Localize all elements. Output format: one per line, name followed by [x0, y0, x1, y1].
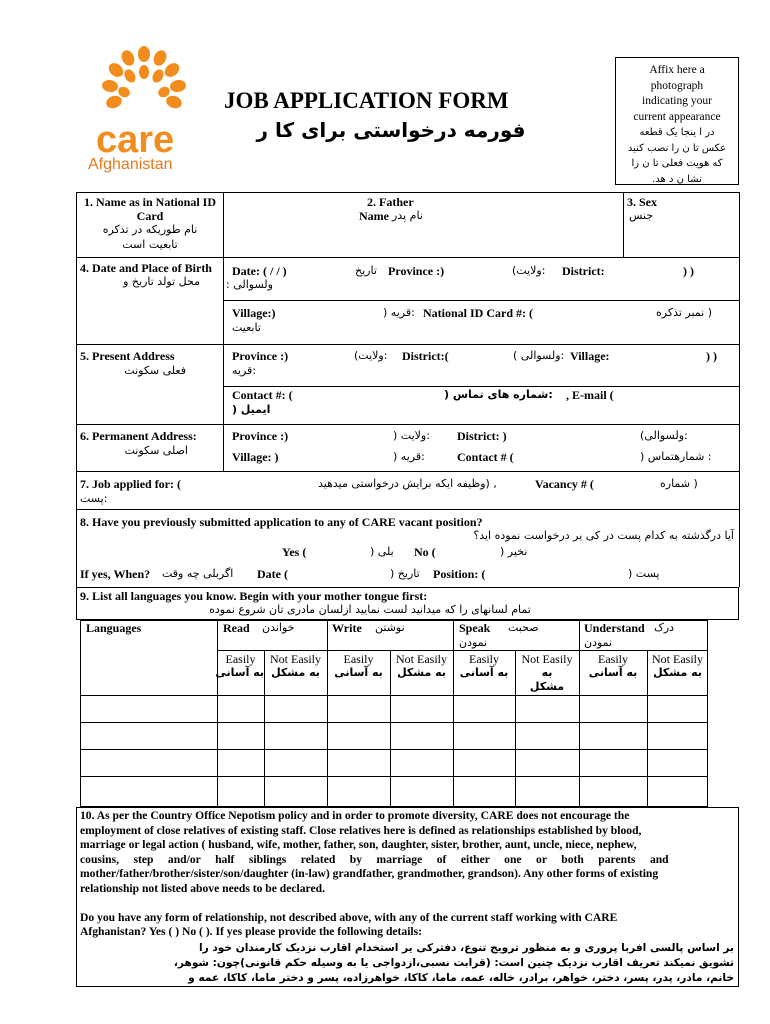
birth-district-end: ) )	[683, 264, 694, 278]
q10-question: Do you have any form of relationship, not described above, with any of the current staff working with CARE	[80, 910, 618, 924]
birth-date-fa: تاریخ	[355, 264, 377, 277]
perm-district-field[interactable]: District: )	[457, 429, 507, 443]
q3-label-fa: جنس	[629, 209, 654, 222]
col-languages: Languages	[86, 621, 142, 635]
perm-province-field[interactable]: Province :)	[232, 429, 289, 443]
q10-paragraph-fa: بر اساس پالسی افربا پروری و به منظور ترویج تنوع، دفترکی یر استخدام اقارب نزدیک کارمندان خود را	[198, 942, 734, 954]
q4-label: 4. Date and Place of Birth	[80, 261, 212, 275]
present-district-fa: ( ولسوالی:	[513, 349, 565, 362]
q1-label-fa: نام طوریکه در تذکره	[102, 223, 198, 236]
sub-easily: Easily	[225, 652, 256, 666]
q1-label-fa: تابعیت است	[122, 238, 178, 251]
perm-district-fa: (ولسوالی:	[640, 429, 688, 442]
col-speak: Speak	[459, 621, 491, 635]
col-understand: Understand	[584, 621, 645, 635]
birth-village-fa: ) قریه:	[383, 306, 415, 319]
q5-label-fa: فعلی سکونت	[124, 364, 186, 377]
q4-label-fa: محل تولد تاریخ و	[123, 275, 200, 288]
photo-text: photograph	[650, 79, 704, 92]
col-write-fa: نوشتن	[375, 621, 405, 634]
present-village-field[interactable]: Village:	[570, 349, 610, 363]
birth-province-field[interactable]: Province :)	[388, 264, 445, 278]
photo-text: در ا ینجا یک قطعه	[639, 127, 715, 138]
q8-if-yes-fa: اگربلی چه وقت	[162, 567, 234, 580]
q5-label: 5. Present Address	[80, 349, 175, 363]
sub-not-easily: Not Easily	[396, 652, 447, 666]
present-province-field[interactable]: Province :)	[232, 349, 289, 363]
national-id-fa2: تابعیت	[232, 321, 261, 334]
q9-title-fa: تمام لسانهای را که میدانید لست نمایید ازلسان مادری تان شروع نموده	[209, 603, 531, 616]
vacancy-field[interactable]: Vacancy # (	[535, 477, 594, 491]
birth-village-field[interactable]: Village:)	[232, 306, 276, 320]
sub-easily: Easily	[469, 652, 499, 666]
q8-yes-fa: ) بلی	[370, 545, 394, 558]
q2-label-fa: نام پدر	[392, 209, 423, 222]
q8-position-fa: ) پست	[628, 567, 660, 580]
q2-label: Name	[359, 209, 389, 223]
q10-paragraph: employment of close relatives of existing staff. Close relatives here is defined as relationships established by blood,	[80, 823, 642, 837]
q2-label: 2. Father	[367, 195, 414, 209]
perm-village-field[interactable]: Village: )	[232, 450, 279, 464]
q8-question: 8. Have you previously submitted application to any of CARE vacant position?	[80, 515, 483, 529]
present-end: ) )	[706, 349, 717, 363]
q10-paragraph: 10. As per the Country Office Nepotism policy and in order to promote diversity, CARE does not encourage the	[80, 809, 630, 822]
sub-not-easily: Not Easily	[270, 652, 321, 666]
col-understand-fa2: نمودن	[584, 636, 613, 649]
q7-label: 7. Job applied for: (	[80, 477, 182, 491]
job-applied-fa: وظیفه ایکه برایش درخواستی میدهید) ,	[318, 477, 497, 490]
photo-text: که هویت فعلی تا ن را	[631, 158, 723, 169]
photo-box[interactable]	[615, 57, 739, 185]
q8-if-yes: If yes, When?	[80, 567, 151, 581]
care-logo	[88, 46, 198, 176]
q1-label: Card	[136, 209, 164, 223]
care-hands-icon	[94, 46, 194, 126]
q10-paragraph: relationship not listed above needs to be declared.	[80, 881, 325, 895]
col-understand-fa: درک	[654, 621, 675, 634]
q8-yes-option[interactable]: Yes (	[282, 545, 307, 559]
perm-province-fa: ) ولایت:	[393, 429, 430, 442]
sub-easily-fa: به آسانی	[588, 666, 638, 679]
perm-contact-fa: ) شمارهتماس :	[640, 450, 712, 463]
sub-not-easily-fa: به مشکل	[653, 666, 702, 679]
q8-question-fa: آیا درگذشته به کدام پست در کی یر درخواست نموده اید؟	[473, 529, 734, 542]
birth-date-field[interactable]: Date: ( / / )	[232, 264, 287, 278]
photo-text: indicating your	[642, 95, 712, 107]
present-contact-field[interactable]: Contact #: (	[232, 388, 293, 402]
perm-village-fa: ) قریه:	[393, 450, 425, 463]
sub-not-easily: Not Easily	[521, 652, 573, 666]
q9-title: 9. List all languages you know. Begin with your mother tongue first:	[80, 589, 428, 603]
perm-contact-field[interactable]: Contact # (	[457, 450, 514, 464]
q8-no-option[interactable]: No (	[414, 545, 436, 559]
q8-position-field[interactable]: Position: (	[433, 567, 486, 581]
col-read: Read	[223, 621, 250, 635]
sub-not-easily: Not Easily	[652, 652, 703, 666]
sub-not-easily-fa: مشکل	[529, 680, 565, 693]
logo-country: Afghanistan	[88, 156, 173, 173]
present-village-fa: قریه:	[232, 364, 257, 377]
national-id-fa: نمبر تذکره )	[656, 306, 713, 319]
form-title: JOB APPLICATION FORM	[224, 88, 509, 113]
sub-not-easily-fa: به مشکل	[397, 666, 446, 679]
q3-label: 3. Sex	[627, 195, 657, 209]
q6-label: 6. Permanent Address:	[80, 429, 197, 443]
col-read-fa: خواندن	[262, 621, 295, 634]
q8-date-fa: ) تاریخ	[390, 567, 420, 580]
q10-paragraph: marriage or legal action ( husband, wife, mother, father, son, daughter, sister, brother, aunt, uncle, niece, nephew,	[80, 838, 637, 852]
photo-text: current appearance	[633, 110, 721, 123]
photo-text: عکس تا ن را نصب کنید	[627, 142, 727, 154]
q1-label: 1. Name as in National ID	[83, 195, 216, 209]
birth-province-fa: (ولایت:	[512, 264, 546, 277]
present-contact-fa: ) شماره های تماس:	[444, 388, 553, 401]
sub-easily: Easily	[343, 652, 374, 666]
col-speak-fa: صحبت	[508, 621, 539, 634]
sub-easily: Easily	[598, 652, 628, 666]
national-id-field[interactable]: National ID Card #: (	[423, 306, 533, 320]
form-title-fa: فورمه درخواستی برای کا ر	[256, 118, 526, 142]
q10-paragraph-fa: خانم، مادر، پدر، پسر، دختر، خواهر، برادر، خاله، عمه، ماما، کاکا، خواهرزاده، پسر و دختر ماما، کاکا، عمه و	[188, 972, 734, 984]
q10-paragraph-fa: تشویق نمیکند تعریف اقارب نزدیک چنین است: (قرابت نسبی،ازدواجی یا به وسیله حکم قانونی)چون: شوهر،	[173, 957, 734, 969]
sub-easily-fa: به آسانی	[334, 666, 383, 679]
q10-paragraph: mother/father/brother/sister/son/daughter (in-law) grandfather, grandmother, grandson). Any other forms of existing	[80, 867, 659, 881]
sub-easily-fa: به آسانی	[215, 666, 264, 679]
vacancy-fa: شماره )	[660, 477, 698, 490]
present-district-field[interactable]: District:(	[402, 349, 449, 363]
col-write: Write	[332, 621, 362, 635]
q8-no-fa: ) نخیر	[500, 545, 528, 558]
q8-date-field[interactable]: Date (	[257, 567, 288, 581]
q7-post-fa: پست:	[80, 492, 108, 505]
photo-text: نشا ن د هد.	[652, 173, 702, 185]
q10-paragraph: cousins, step and/or half siblings related by marriage of either one or both parents and	[80, 852, 669, 866]
sub-easily-fa: به آسانی	[459, 666, 509, 679]
present-email-fa: ) ایمیل	[232, 403, 271, 416]
present-province-fa: (ولایت:	[354, 349, 388, 362]
q10-question[interactable]: Afghanistan? Yes ( ) No ( ). If yes please provide the following details:	[80, 925, 423, 939]
logo-word: care	[96, 119, 175, 161]
sub-not-easily-fa: به	[541, 666, 553, 679]
birth-district-fa: ولسوالی :	[226, 278, 273, 291]
col-speak-fa2: نمودن	[459, 636, 488, 649]
q6-label-fa: اصلی سکونت	[124, 444, 188, 457]
photo-text: Affix here a	[649, 64, 705, 76]
sub-not-easily-fa: به مشکل	[271, 666, 320, 679]
birth-district-field[interactable]: District:	[562, 264, 605, 278]
present-email-field[interactable]: , E-mail (	[566, 388, 614, 402]
